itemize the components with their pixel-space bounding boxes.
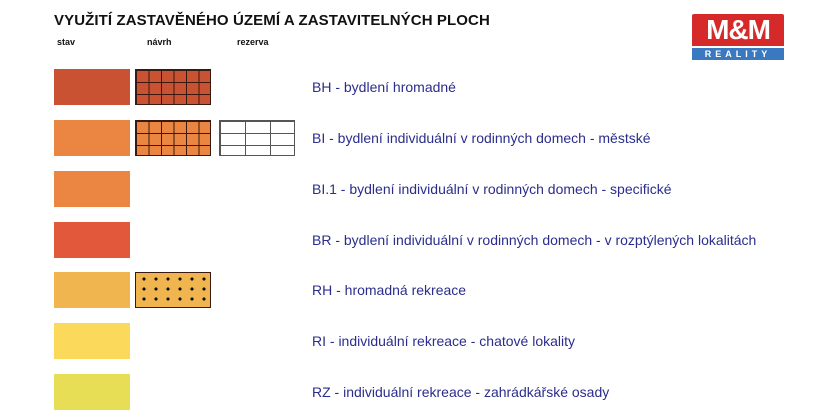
swatch-stav [54, 120, 130, 156]
swatch-stav [54, 69, 130, 105]
legend-label: RI - individuální rekreace - chatové lokality [312, 333, 576, 349]
legend-row [0, 120, 832, 158]
swatch-stav [54, 374, 130, 410]
swatch-navrh [135, 120, 211, 156]
column-header-rezerva: rezerva [237, 37, 269, 47]
column-header-stav: stav [57, 37, 76, 47]
legend-label: BI.1 - bydlení individuální v rodinných domech - specifické [312, 181, 672, 197]
mm-reality-logo [692, 14, 784, 60]
legend-label: RZ - individuální rekreace - zahrádkářské osady [312, 384, 610, 400]
legend-row [0, 222, 832, 260]
legend-row [0, 374, 832, 412]
legend-row [0, 69, 832, 107]
logo-wordmark: REALITY [692, 48, 784, 60]
legend-title: VYUŽITÍ ZASTAVĚNÉHO ÚZEMÍ A ZASTAVITELNÝCH PLOCH [54, 12, 490, 29]
swatch-stav [54, 222, 130, 258]
swatch-navrh [135, 69, 211, 105]
column-header-navrh: návrh [147, 37, 172, 47]
legend-label: BH - bydlení hromadné [312, 79, 456, 95]
swatch-stav [54, 272, 130, 308]
legend-label: RH - hromadná rekreace [312, 282, 467, 298]
legend-label: BR - bydlení individuální v rodinných domech - v rozptýlených lokalitách [312, 232, 757, 248]
legend-row [0, 272, 832, 310]
legend-label: BI - bydlení individuální v rodinných domech - městské [312, 130, 651, 146]
swatch-stav [54, 171, 130, 207]
swatch-navrh [135, 272, 211, 308]
swatch-stav [54, 323, 130, 359]
swatch-rezerva [219, 120, 295, 156]
legend-row [0, 171, 832, 209]
logo-mark: M&M [692, 14, 784, 46]
legend-row [0, 323, 832, 361]
